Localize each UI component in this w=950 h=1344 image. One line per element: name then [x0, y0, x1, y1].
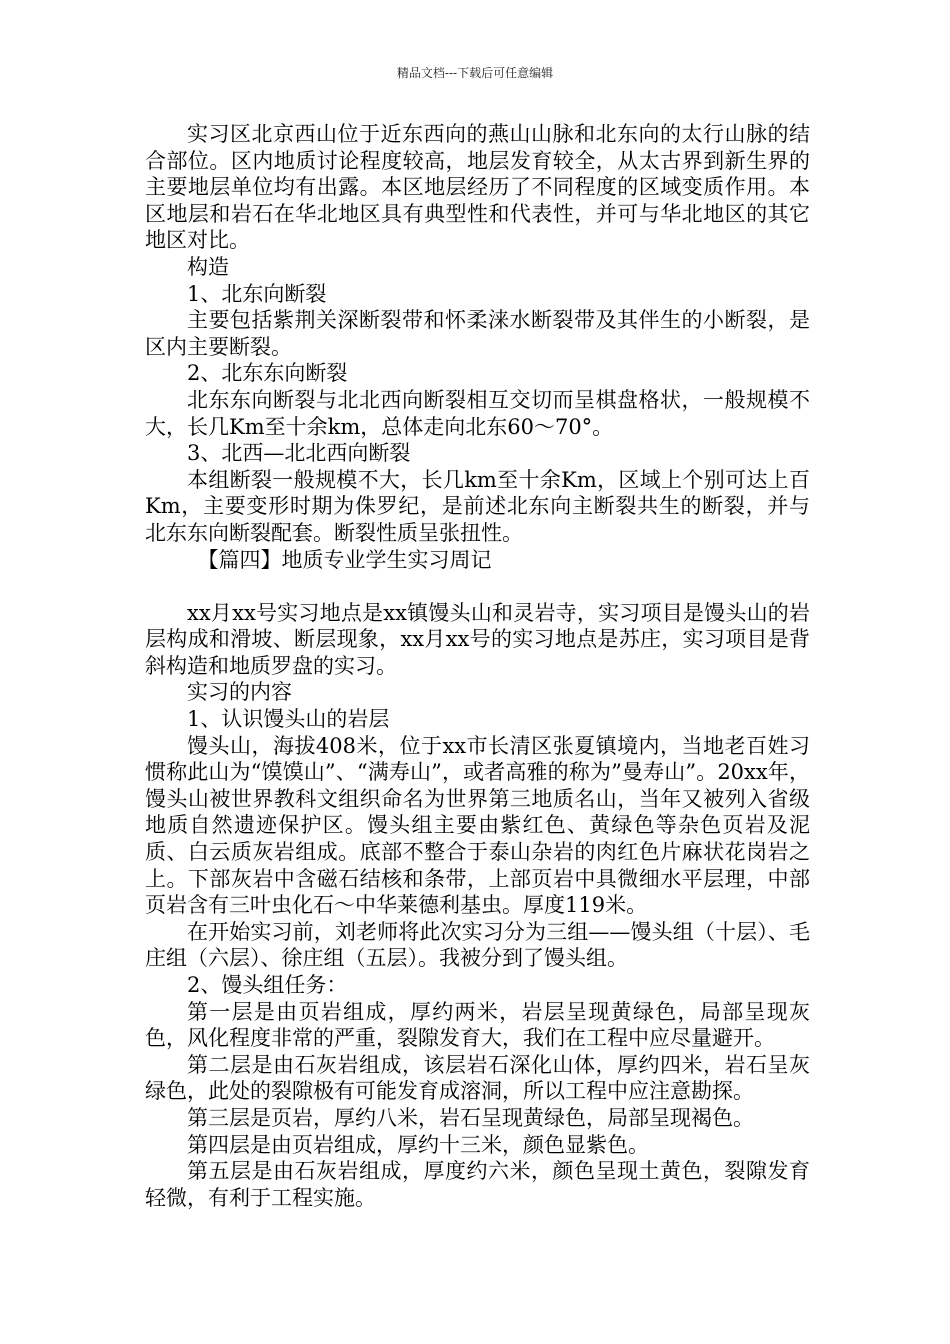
- paragraph: 馒头山，海拔408米，位于xx市长清区张夏镇境内，当地老百姓习惯称此山为“馍馍山”、“满寿山”，或者高雅的称为”曼寿山”。20xx年，馒头山被世界教科文组织命名为世界第三地质名山，当年又被列入省级地质自然遗迹保护区。馒头组主要由紫红色、黄绿色等杂色页岩及泥质、白云质灰岩组成。底部不整合于泰山杂岩的肉红色片麻状花岗岩之上。下部灰岩中含磁石结核和条带，上部页岩中具微细水平层理，中部页岩含有三叶虫化石～中华莱德利基虫。厚度119米。: [145, 733, 810, 918]
- document-body: [145, 121, 810, 1211]
- paragraph: 主要包括紫荆关深断裂带和怀柔涞水断裂带及其伴生的小断裂，是区内主要断裂。: [145, 308, 810, 359]
- blank-line: [145, 573, 810, 600]
- section-heading: 【篇四】地质专业学生实习周记: [197, 547, 492, 572]
- paragraph: 构造: [187, 254, 229, 279]
- paragraph: 第二层是由石灰岩组成，该层岩石深化山体，厚约四米，岩石呈灰绿色，此处的裂隙极有可能发育成溶洞，所以工程中应注意勘探。: [145, 1052, 810, 1104]
- paragraph: 北东东向断裂与北北西向断裂相互交切而呈棋盘格状，一般规模不大，长几Km至十余km，总体走向北东60～70°。: [145, 387, 810, 439]
- paragraph: 第三层是页岩，厚约八米，岩石呈现黄绿色，局部呈现褐色。: [187, 1105, 754, 1130]
- page-header: 精品文档---下载后可任意编辑: [396, 66, 554, 80]
- paragraph: 实习的内容: [187, 680, 292, 705]
- paragraph: 2、馒头组任务：: [187, 973, 348, 997]
- paragraph: 第一层是由页岩组成，厚约两米，岩层呈现黄绿色，局部呈现灰色，风化程度非常的严重，裂隙发育大，我们在工程中应尽量避开。: [145, 999, 810, 1051]
- paragraph: xx月xx号实习地点是xx镇馒头山和灵岩寺，实习项目是馒头山的岩层构成和滑坡、断层现象，xx月xx号的实习地点是苏庄，实习项目是背斜构造和地质罗盘的实习。: [145, 600, 810, 678]
- paragraph: 第五层是由石灰岩组成，厚度约六米，颜色呈现土黄色，裂隙发育轻微，有利于工程实施。: [145, 1159, 810, 1210]
- paragraph: 在开始实习前，刘老师将此次实习分为三组——馒头组（十层）、毛庄组（六层）、徐庄组（五层）。我被分到了馒头组。: [145, 919, 810, 971]
- paragraph: 1、北东向断裂: [187, 281, 327, 306]
- paragraph: 实习区北京西山位于近东西向的燕山山脉和北东向的太行山脉的结合部位。区内地质讨论程度较高，地层发育较全，从太古界到新生界的主要地层单位均有出露。本区地层经历了不同程度的区域变质作用。本区地层和岩石在华北地区具有典型性和代表性，并可与华北地区的其它地区对比。: [145, 122, 810, 253]
- paragraph: 1、认识馒头山的岩层: [187, 707, 390, 732]
- paragraph: 第四层是由页岩组成，厚约十三米，颜色显紫色。: [187, 1132, 649, 1157]
- paragraph: 3、北西—北北西向断裂: [187, 441, 411, 466]
- paragraph: 2、北东东向断裂: [187, 361, 348, 386]
- paragraph: 本组断裂一般规模不大，长几km至十余Km，区域上个别可达上百Km，主要变形时期为侏罗纪，是前述北东向主断裂共生的断裂，并与北东东向断裂配套。断裂性质呈张扭性。: [145, 467, 810, 545]
